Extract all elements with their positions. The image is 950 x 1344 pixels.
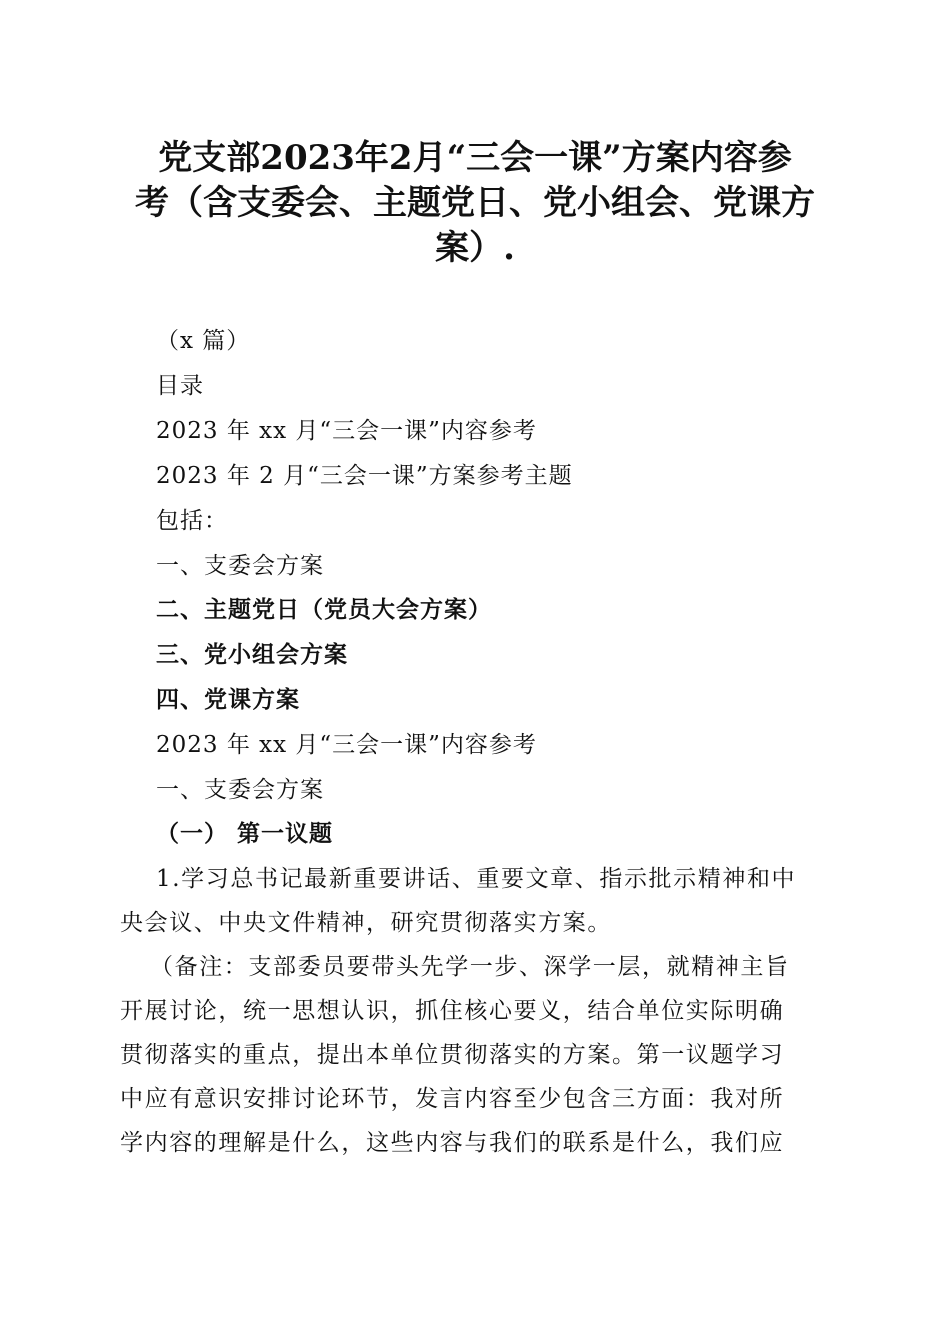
- paragraph-1: [120, 857, 832, 945]
- title-line-1: 党支部2023年2月“三会一课”方案内容参: [158, 138, 792, 178]
- toc-item-1: 2023 年 xx 月“三会一课”内容参考: [156, 418, 537, 444]
- section-4-label: 四、党课方案: [156, 687, 300, 713]
- title-line-2: 考（含支委会、主题党日、党小组会、党课方: [135, 183, 815, 223]
- x-pian-label: （x 篇）: [156, 328, 251, 354]
- reference-heading: 2023 年 xx 月“三会一课”内容参考: [156, 732, 537, 758]
- paragraph-2-line-2: 开展讨论，统一思想认识，抓住核心要义，结合单位实际明确: [120, 998, 785, 1024]
- document-title: [120, 136, 830, 271]
- paragraph-1-line-2: 央会议、中央文件精神，研究贯彻落实方案。: [120, 910, 612, 936]
- toc-item-2: 2023 年 2 月“三会一课”方案参考主题: [156, 463, 573, 489]
- section-3-label: 三、党小组会方案: [156, 642, 348, 668]
- section-1-label: 一、支委会方案: [156, 553, 324, 579]
- paragraph-2-line-1: （备注：支部委员要带头先学一步、深学一层，就精神主旨: [150, 954, 790, 980]
- include-label: 包括：: [156, 508, 228, 534]
- paragraph-2-line-4: 中应有意识安排讨论环节，发言内容至少包含三方面：我对所: [120, 1086, 785, 1112]
- paragraph-1-line-1: 1.学习总书记最新重要讲话、重要文章、指示批示精神和中: [156, 866, 797, 892]
- toc-heading: 目录: [156, 373, 204, 399]
- paragraph-2: [120, 945, 832, 1165]
- title-line-3: 案）.: [435, 228, 515, 268]
- section-1-heading: 一、支委会方案: [156, 777, 324, 803]
- paragraph-2-line-3: 贯彻落实的重点，提出本单位贯彻落实的方案。第一议题学习: [120, 1042, 785, 1068]
- section-2-label: 二、主题党日（党员大会方案）: [156, 597, 492, 623]
- subsection-1-heading: （一） 第一议题: [156, 821, 334, 847]
- paragraph-2-line-5: 学内容的理解是什么，这些内容与我们的联系是什么，我们应: [120, 1130, 785, 1156]
